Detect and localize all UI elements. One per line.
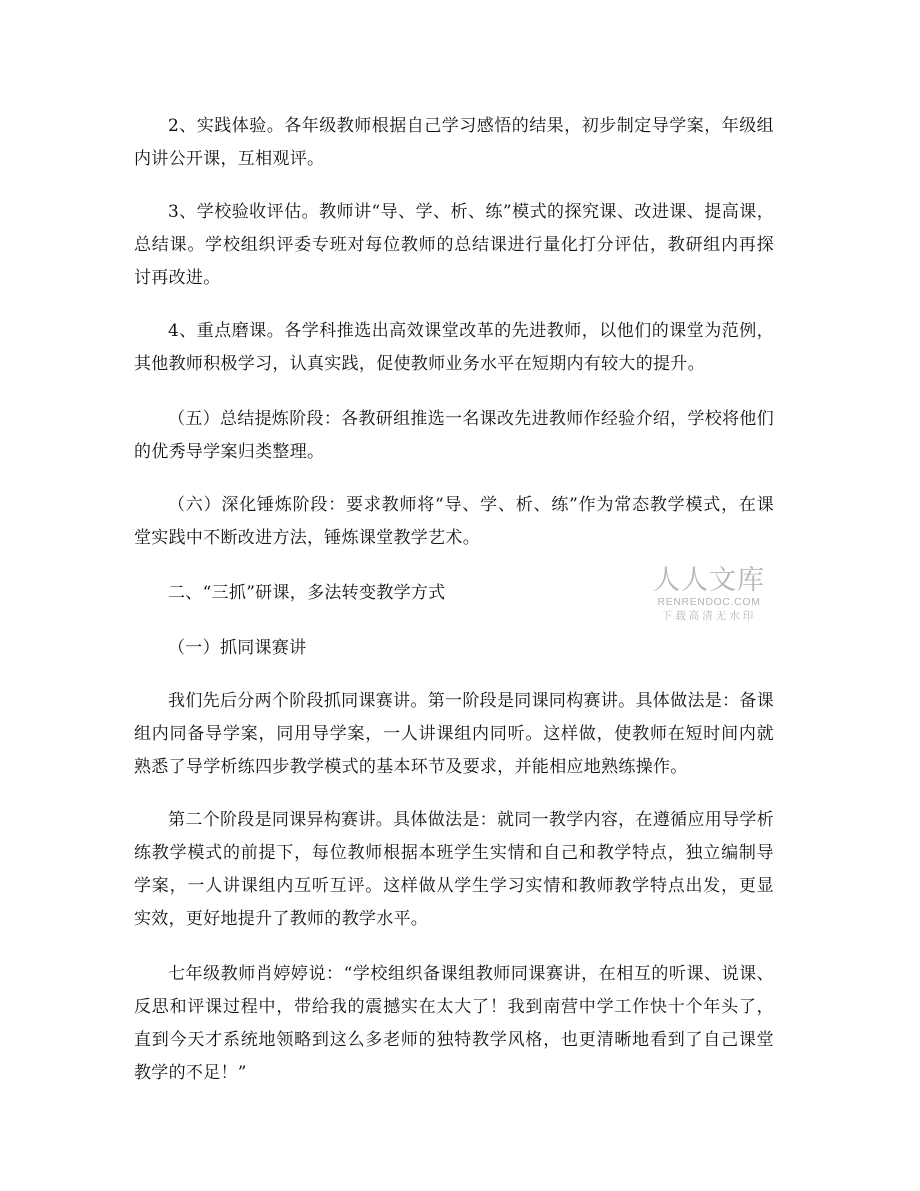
paragraph-summary-stage: （五）总结提炼阶段：各教研组推选一名课改先进教师作经验介绍，学校将他们的优秀导学案归类整理。	[134, 409, 774, 462]
watermark-logo	[646, 566, 772, 623]
paragraph-first-stage: 我们先后分两个阶段抓同课赛讲。第一阶段是同课同构赛讲。具体做法是：备课组内同备导学案，同用导学案，一人讲课组内同听。这样做，使教师在短时间内就熟悉了导学析练四步教学模式的基本环节及要求，并能相应地熟练操作。	[134, 691, 774, 777]
paragraph-key-lessons: 4、重点磨课。各学科推选出高效课堂改革的先进教师，以他们的课堂为范例，其他教师积极学习，认真实践，促使教师业务水平在短期内有较大的提升。	[134, 321, 774, 374]
subheading-same-lesson-contest: （一）抓同课赛讲	[168, 638, 307, 658]
watermark-slogan: 下载高清无水印	[661, 610, 757, 622]
watermark-title: 人人文库	[653, 565, 765, 596]
paragraph-school-acceptance: 3、学校验收评估。教师讲“导、学、析、练”模式的探究课、改进课、提高课，总结课。学校组织评委专班对每位教师的总结课进行量化打分评估，教研组内再探讨再改进。	[134, 202, 774, 288]
paragraph-practice-experience: 2、实践体验。各年级教师根据自己学习感悟的结果，初步制定导学案，年级组内讲公开课，互相观评。	[134, 116, 774, 169]
section-heading-three-grasps: 二、“三抓”研课，多法转变教学方式	[168, 583, 446, 603]
watermark-domain: RENRENDOC.COM	[657, 596, 761, 608]
paragraph-teacher-quote: 七年级教师肖婷婷说：“学校组织备课组教师同课赛讲，在相互的听课、说课、反思和评课过程中，带给我的震撼实在太大了！我到南营中学工作快十个年头了，直到今天才系统地领略到这么多老师的独特教学风格，也更清晰地看到了自己课堂教学的不足！”	[134, 964, 774, 1083]
paragraph-second-stage: 第二个阶段是同课异构赛讲。具体做法是：就同一教学内容，在遵循应用导学析练教学模式的前提下，每位教师根据本班学生实情和自己和教学特点，独立编制导学案，一人讲课组内互听互评。这样做从学生学习实情和教师教学特点出发，更显实效，更好地提升了教师的教学水平。	[134, 810, 774, 929]
paragraph-deepening-stage: （六）深化锤炼阶段：要求教师将“导、学、析、练”作为常态教学模式，在课堂实践中不断改进方法，锤炼课堂教学艺术。	[134, 495, 774, 548]
